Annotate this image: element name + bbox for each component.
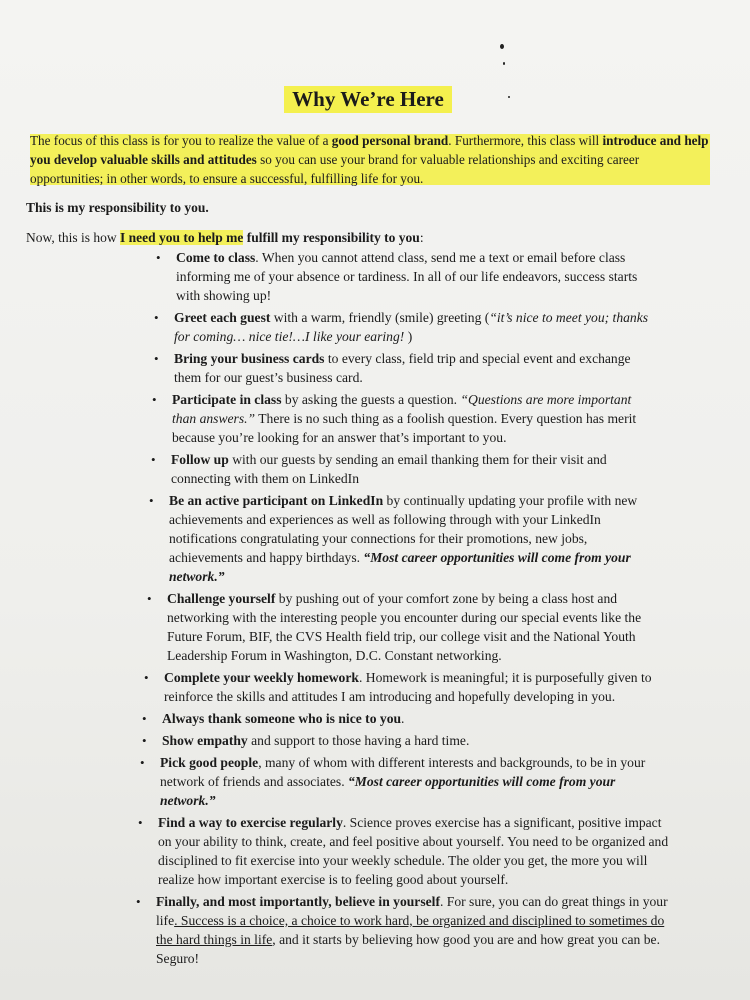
bullet-icon: •	[144, 670, 149, 685]
bullet-icon: •	[154, 351, 159, 366]
expectations-list	[26, 248, 710, 968]
list-item: • Complete your weekly homework. Homework is meaningful; it is purposefully given to reinforce the skills and attitudes I am introducing and hopefully developing in you.	[144, 670, 652, 704]
page-title: Why We’re Here	[284, 86, 452, 113]
ink-speck	[503, 62, 505, 65]
ink-speck	[508, 96, 510, 98]
bullet-icon: •	[140, 755, 145, 770]
list-item: • Pick good people, many of whom with different interests and backgrounds, to be in your network of friends and associates. “Most career opportunities will come from your network.”	[140, 755, 646, 808]
list-item: • Be an active participant on LinkedIn by continually updating your profile with new achievements and experiences as well as following through with your LinkedIn notifications congratulating your connections for their promotions, new jobs, achievements and happy birthdays. “Most career opportunities will come from your network.”	[149, 493, 638, 584]
bullet-icon: •	[142, 733, 147, 748]
list-item: • Challenge yourself by pushing out of your comfort zone by being a class host and networking with the interesting people you encounter during our special events like the Future Forum, BIF, the CVS Health field trip, our college visit and the National Youth Leadership Forum in Washington, D.C. Constant networking.	[147, 591, 642, 663]
ink-speck	[500, 44, 504, 49]
list-item: • Always thank someone who is nice to you.	[142, 711, 405, 726]
list-item: • Find a way to exercise regularly. Science proves exercise has a significant, positive impact on your ability to think, create, and feel positive about yourself. You need to be organized and disciplined to fit exercise into your weekly schedule. The older you get, the more you will realize how important exercise is to feeling good about yourself.	[138, 815, 669, 887]
howto-line: Now, this is how I need you to help me fulfill my responsibility to you:	[26, 230, 424, 245]
list-item: • Follow up with our guests by sending an email thanking them for their visit and connecting with them on LinkedIn	[151, 452, 607, 486]
bullet-icon: •	[142, 711, 147, 726]
list-item: • Show empathy and support to those having a hard time.	[142, 733, 470, 748]
list-item: • Participate in class by asking the guests a question. “Questions are more important than answers.” There is no such thing as a foolish question. Every question has merit because you’re looking for an answer that’s important to you.	[152, 392, 637, 445]
list-item: • Come to class. When you cannot attend class, send me a text or email before class informing me of your absence or tardiness. In all of our life endeavors, success starts with showing up!	[156, 250, 638, 303]
bullet-icon: •	[152, 392, 157, 407]
list-item: • Finally, and most importantly, believe in yourself. For sure, you can do great things in your life. Success is a choice, a choice to work hard, be organized and disciplined to sometimes do the hard things in life, and it starts by believing how good you are and how great you can be. Seguro!	[136, 894, 668, 966]
bullet-icon: •	[136, 894, 141, 909]
bullet-icon: •	[154, 310, 159, 325]
responsibility-statement: This is my responsibility to you.	[26, 200, 209, 215]
list-item: • Bring your business cards to every class, field trip and special event and exchange them for our guest’s business card.	[154, 351, 631, 385]
bullet-icon: •	[138, 815, 143, 830]
list-item: • Greet each guest with a warm, friendly (smile) greeting (“it’s nice to meet you; thanks for coming… nice tie!…I like your earing! )	[154, 310, 649, 344]
bullet-icon: •	[147, 591, 152, 606]
bullet-icon: •	[149, 493, 154, 508]
intro-paragraph: The focus of this class is for you to realize the value of a good personal brand. Furthermore, this class will introduce and help you develop valuable skills and attitudes so you can use your brand for valuable relationships and exciting career opportunities; in other words, to ensure a successful, fulfilling life for you.	[30, 133, 709, 186]
bullet-icon: •	[156, 250, 161, 265]
bullet-icon: •	[151, 452, 156, 467]
